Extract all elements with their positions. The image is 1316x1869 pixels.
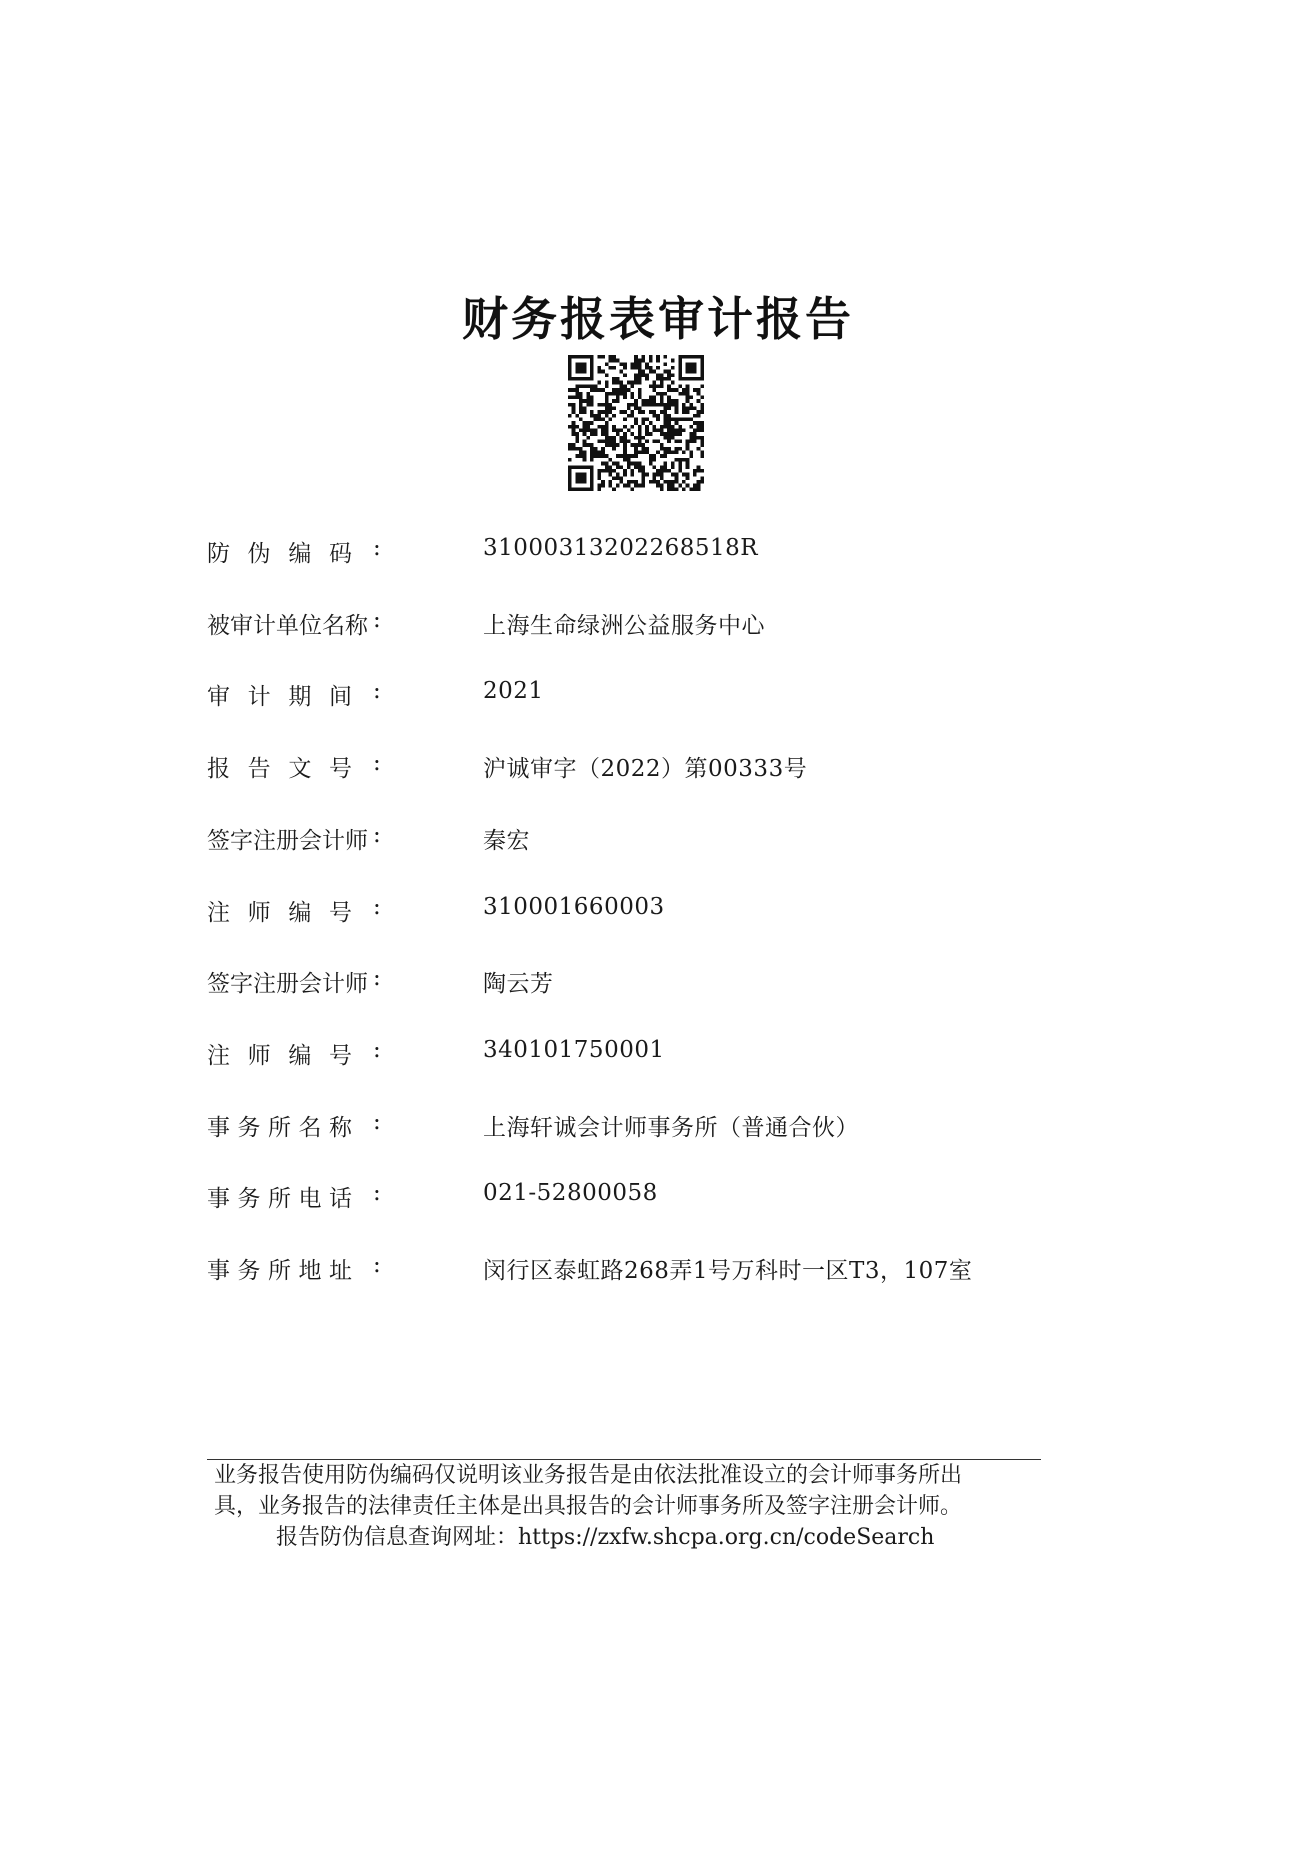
field-colon: : bbox=[373, 965, 381, 991]
field-row bbox=[0, 894, 1316, 934]
footnote bbox=[214, 1460, 1044, 1553]
field-row bbox=[0, 1037, 1316, 1077]
field-row bbox=[0, 678, 1316, 718]
field-label: 审 计 期 间 bbox=[207, 684, 352, 710]
field-value: 闵行区泰虹路268弄1号万科时一区T3，107室 bbox=[483, 1258, 973, 1284]
footnote-line-3: 报告防伪信息查询网址：https://zxfw.shcpa.org.cn/codeSearch bbox=[276, 1525, 935, 1550]
field-value: 秦宏 bbox=[483, 828, 530, 854]
field-label: 签 字 注 册 会 计 师 bbox=[207, 971, 368, 997]
field-value: 陶云芳 bbox=[483, 971, 554, 997]
report-title: 财务报表审计报告 bbox=[462, 292, 854, 346]
field-label: 事 务 所 电 话 bbox=[207, 1186, 352, 1212]
footnote-line-1: 业务报告使用防伪编码仅说明该业务报告是由依法批准设立的会计师事务所出 bbox=[214, 1463, 963, 1488]
field-value: 上海轩诚会计师事务所（普通合伙） bbox=[483, 1115, 859, 1141]
field-colon: : bbox=[373, 750, 381, 776]
field-row bbox=[0, 822, 1316, 862]
field-label: 注 师 编 号 bbox=[207, 900, 352, 926]
field-value: 021-52800058 bbox=[483, 1180, 658, 1206]
field-value: 2021 bbox=[483, 678, 544, 704]
field-value: 31000313202268518R bbox=[483, 535, 759, 561]
field-label: 事 务 所 地 址 bbox=[207, 1258, 352, 1284]
field-row bbox=[0, 1252, 1316, 1292]
field-colon: : bbox=[373, 1252, 381, 1278]
field-colon: : bbox=[373, 822, 381, 848]
field-label: 签 字 注 册 会 计 师 bbox=[207, 828, 368, 854]
field-label: 被 审 计 单 位 名 称 bbox=[207, 613, 368, 639]
field-row bbox=[0, 535, 1316, 575]
field-colon: : bbox=[373, 1109, 381, 1135]
field-row bbox=[0, 965, 1316, 1005]
field-colon: : bbox=[373, 1037, 381, 1063]
field-row bbox=[0, 750, 1316, 790]
field-colon: : bbox=[373, 894, 381, 920]
field-label: 防 伪 编 码 bbox=[207, 541, 352, 567]
field-colon: : bbox=[373, 1180, 381, 1206]
field-colon: : bbox=[373, 607, 381, 633]
field-colon: : bbox=[373, 535, 381, 561]
field-row bbox=[0, 607, 1316, 647]
field-value: 310001660003 bbox=[483, 894, 665, 920]
field-value: 沪诚审字（2022）第00333号 bbox=[483, 756, 808, 782]
field-label: 报 告 文 号 bbox=[207, 756, 352, 782]
field-label: 注 师 编 号 bbox=[207, 1043, 352, 1069]
field-row bbox=[0, 1180, 1316, 1220]
field-row bbox=[0, 1109, 1316, 1149]
field-value: 340101750001 bbox=[483, 1037, 665, 1063]
footnote-line-2: 具，业务报告的法律责任主体是出具报告的会计师事务所及签字注册会计师。 bbox=[214, 1494, 963, 1519]
field-label: 事 务 所 名 称 bbox=[207, 1115, 352, 1141]
field-value: 上海生命绿洲公益服务中心 bbox=[483, 613, 765, 639]
field-colon: : bbox=[373, 678, 381, 704]
qr-code-icon bbox=[568, 355, 704, 491]
